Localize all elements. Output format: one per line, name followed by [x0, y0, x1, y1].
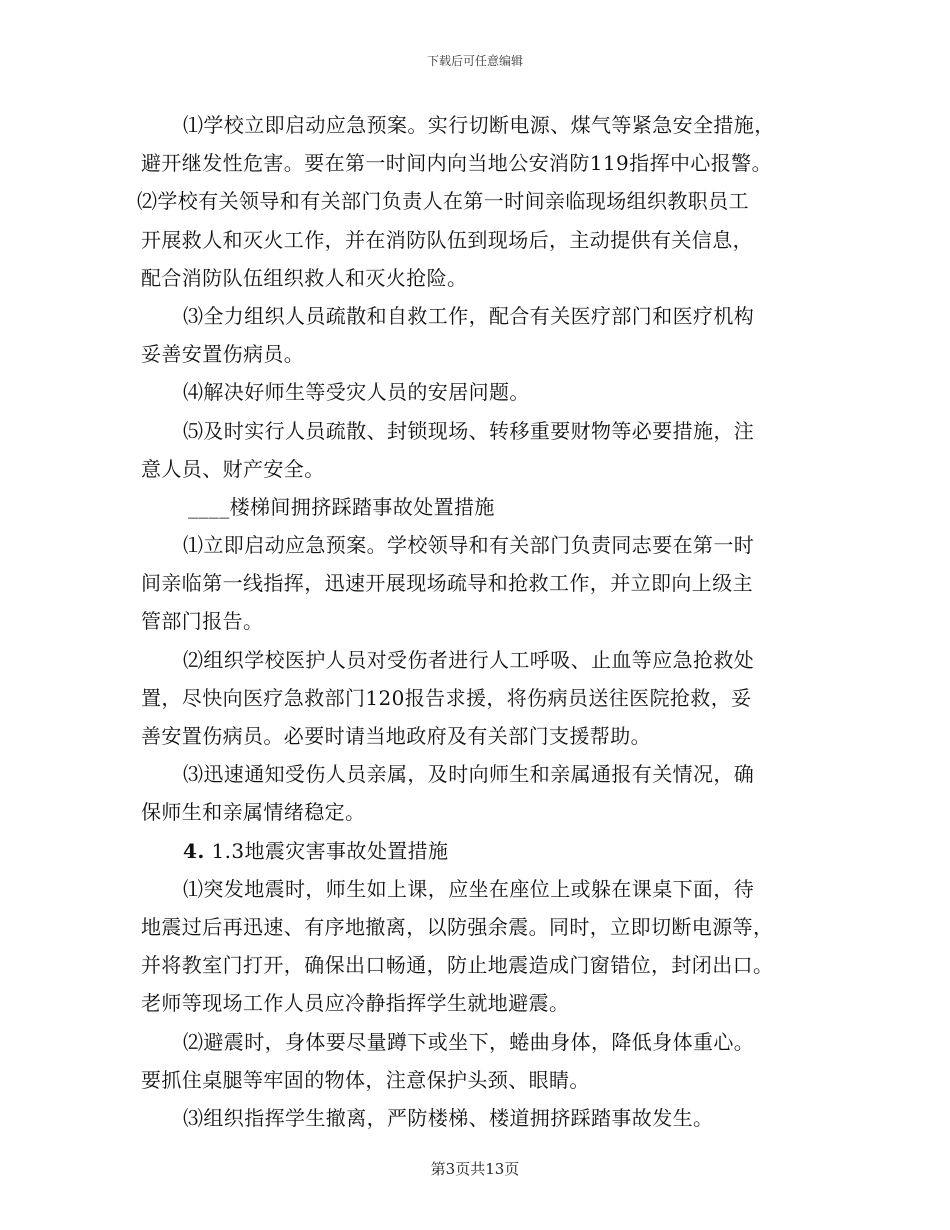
paragraph-line: 管部门报告。 [141, 609, 264, 634]
paragraph-line: 避开继发性危害。要在第一时间内向当地公安消防119指挥中心报警。 [141, 151, 772, 176]
section-heading-earthquake [141, 832, 811, 870]
paragraph-line: ⑵避震时，身体要尽量蹲下或坐下，蜷曲身体，降低身体重心。 [183, 1029, 755, 1054]
paragraph-line: ⑵组织学校医护人员对受伤者进行人工呼吸、止血等应急抢救处 [183, 647, 755, 672]
paragraph-line: ⑴突发地震时，师生如上课，应坐在座位上或躲在课桌下面，待 [183, 876, 755, 901]
paragraph-line: ⑷解决好师生等受灾人员的安居问题。 [183, 380, 530, 405]
section-number: 4. [183, 838, 205, 863]
paragraph-line: ⑵学校有关领导和有关部门负责人在第一时间亲临现场组织教职员工 [137, 189, 749, 214]
paragraph-line: 妥善安置伤病员。 [141, 342, 305, 367]
paragraph-line: 意人员、财产安全。 [141, 456, 325, 481]
paragraph-line: 保师生和亲属情绪稳定。 [141, 800, 366, 825]
paragraph-line: 置，尽快向医疗急救部门120报告求援，将伤病员送往医院抢救，妥 [141, 685, 752, 710]
paragraph-line: ⑴立即启动应急预案。学校领导和有关部门负责同志要在第一时 [183, 533, 755, 558]
paragraph-line: 地震过后再迅速、有序地撤离，以防强余震。同时，立即切断电源等， [141, 914, 774, 939]
paragraph-line: 并将教室门打开，确保出口畅通，防止地震造成门窗错位，封闭出口。 [141, 953, 774, 978]
page-footer: 第3页共13页 [430, 1160, 520, 1178]
paragraph-line: ⑶全力组织人员疏散和自救工作，配合有关医疗部门和医疗机构 [183, 303, 755, 328]
paragraph-line: ⑸及时实行人员疏散、封锁现场、转移重要财物等必要措施，注 [183, 418, 755, 443]
paragraph-line: ⑶迅速通知受伤人员亲属，及时向师生和亲属通报有关情况，确 [183, 762, 755, 787]
document-body [137, 106, 811, 1137]
paragraph-line: 间亲临第一线指挥，迅速开展现场疏导和抢救工作，并立即向上级主 [141, 571, 753, 596]
paragraph-line: 老师等现场工作人员应冷静指挥学生就地避震。 [141, 991, 570, 1016]
section-heading-text: 1.3地震灾害事故处置措施 [211, 838, 449, 863]
paragraph-line: 开展救人和灭火工作，并在消防队伍到现场后，主动提供有关信息， [141, 227, 753, 252]
paragraph-line: ⑴学校立即启动应急预案。实行切断电源、煤气等紧急安全措施， [183, 113, 775, 137]
paragraph-line: 要抓住桌腿等牢固的物体，注意保护头颈、眼睛。 [141, 1067, 590, 1092]
section-heading-stairway: ____楼梯间拥挤踩踏事故处置措施 [188, 494, 495, 519]
paragraph-line: 善安置伤病员。必要时请当地政府及有关部门支援帮助。 [141, 724, 651, 748]
page-header: 下载后可任意编辑 [426, 54, 523, 68]
paragraph-line: 配合消防队伍组织救人和灭火抢险。 [141, 265, 468, 290]
paragraph-line: ⑶组织指挥学生撤离，严防楼梯、楼道拥挤踩踏事故发生。 [183, 1105, 714, 1130]
